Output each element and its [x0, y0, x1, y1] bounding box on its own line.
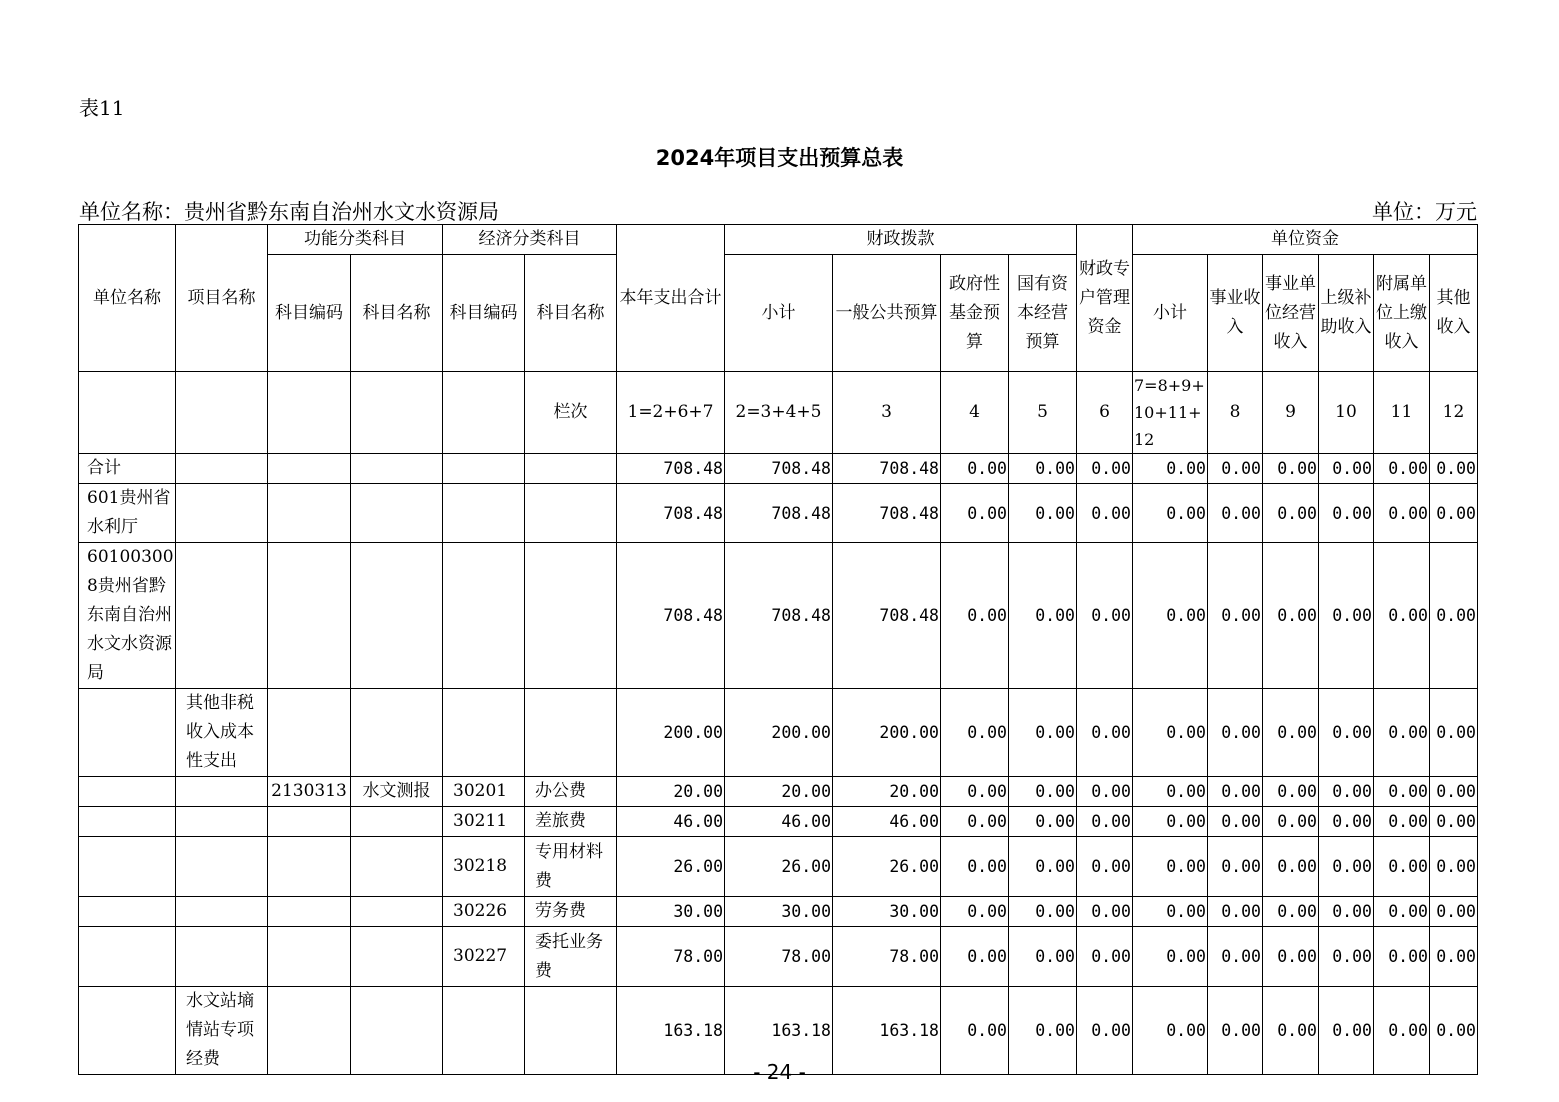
row-amount-cell: 0.00: [1263, 543, 1319, 689]
table-row: [79, 454, 1478, 484]
row-amount-cell: 0.00: [1009, 454, 1077, 484]
header-project-name: 项目名称: [176, 225, 268, 372]
row-unit-name: [79, 927, 176, 987]
row-amount-cell: 0.00: [1374, 987, 1430, 1075]
row-unit-name: 601003008贵州省黔东南自治州水文水资源局: [79, 543, 176, 689]
row-amount-cell: 708.48: [725, 454, 833, 484]
row-func-name: [351, 543, 443, 689]
row-econ-name: [525, 689, 617, 777]
row-amount-cell: 0.00: [1009, 777, 1077, 807]
header-econ-code: 科目编码: [443, 255, 525, 372]
row-amount-cell: 0.00: [1319, 689, 1374, 777]
row-func-code: [268, 484, 351, 543]
row-amount-cell: 46.00: [617, 807, 725, 837]
row-amount-cell: 163.18: [725, 987, 833, 1075]
table-row: [79, 689, 1478, 777]
row-unit-name: [79, 689, 176, 777]
row-amount-cell: 0.00: [1077, 454, 1133, 484]
row-econ-name: [525, 454, 617, 484]
row-amount-cell: 0.00: [1430, 807, 1478, 837]
row-amount-cell: 0.00: [1009, 543, 1077, 689]
row-amount-cell: 78.00: [833, 927, 941, 987]
row-econ-name: 办公费: [525, 777, 617, 807]
row-project-name: [176, 484, 268, 543]
row-econ-name: 委托业务费: [525, 927, 617, 987]
row-amount-cell: 0.00: [1374, 543, 1430, 689]
row-unit-name: 合计: [79, 454, 176, 484]
row-amount-cell: 0.00: [1263, 484, 1319, 543]
row-amount-cell: 0.00: [1263, 987, 1319, 1075]
row-amount-cell: 0.00: [1374, 927, 1430, 987]
row-amount-cell: 0.00: [1374, 484, 1430, 543]
row-amount-cell: 0.00: [1430, 484, 1478, 543]
row-amount-cell: 0.00: [1374, 837, 1430, 897]
row-amount-cell: 0.00: [1208, 927, 1263, 987]
row-amount-cell: 0.00: [1133, 484, 1208, 543]
row-func-code: [268, 454, 351, 484]
row-amount-cell: 20.00: [617, 777, 725, 807]
row-amount-cell: 0.00: [1133, 837, 1208, 897]
row-amount-cell: 0.00: [1430, 897, 1478, 927]
row-amount-cell: 0.00: [1430, 927, 1478, 987]
row-amount-cell: 0.00: [1009, 484, 1077, 543]
row-amount-cell: 0.00: [1319, 897, 1374, 927]
column-index-cell: 6: [1077, 372, 1133, 454]
row-project-name: [176, 927, 268, 987]
row-amount-cell: 708.48: [833, 484, 941, 543]
row-econ-code: 30201: [443, 777, 525, 807]
row-amount-cell: 30.00: [833, 897, 941, 927]
header-general-public: 一般公共预算: [833, 255, 941, 372]
row-amount-cell: 0.00: [1263, 454, 1319, 484]
row-amount-cell: 0.00: [1208, 777, 1263, 807]
header-other-income: 其他收入: [1430, 255, 1478, 372]
header-unit-subtotal: 小计: [1133, 255, 1208, 372]
row-amount-cell: 0.00: [1077, 689, 1133, 777]
table-row: [79, 897, 1478, 927]
header-special-fund: 财政专户管理资金: [1077, 225, 1133, 372]
row-amount-cell: 30.00: [725, 897, 833, 927]
row-amount-cell: 0.00: [1077, 807, 1133, 837]
row-amount-cell: 0.00: [1430, 777, 1478, 807]
row-unit-name: [79, 807, 176, 837]
row-project-name: 水文站墒情站专项经费: [176, 987, 268, 1075]
header-func-name: 科目名称: [351, 255, 443, 372]
row-amount-cell: 163.18: [833, 987, 941, 1075]
row-amount-cell: 0.00: [1430, 837, 1478, 897]
row-econ-code: 30226: [443, 897, 525, 927]
row-amount-cell: 0.00: [1077, 484, 1133, 543]
header-fiscal-subtotal: 小计: [725, 255, 833, 372]
header-econ-name: 科目名称: [525, 255, 617, 372]
row-amount-cell: 708.48: [617, 454, 725, 484]
row-amount-cell: 0.00: [1077, 897, 1133, 927]
row-amount-cell: 0.00: [941, 987, 1009, 1075]
page-number: - 24 -: [753, 1060, 806, 1084]
row-func-code: 2130313: [268, 777, 351, 807]
header-econ-group: 经济分类科目: [443, 225, 617, 255]
row-func-name: [351, 897, 443, 927]
row-project-name: [176, 807, 268, 837]
row-func-name: [351, 837, 443, 897]
row-econ-name: 差旅费: [525, 807, 617, 837]
header-gov-fund: 政府性基金预算: [941, 255, 1009, 372]
row-func-name: [351, 484, 443, 543]
row-amount-cell: 0.00: [1374, 777, 1430, 807]
header-func-group: 功能分类科目: [268, 225, 443, 255]
row-amount-cell: 26.00: [725, 837, 833, 897]
row-amount-cell: 26.00: [617, 837, 725, 897]
row-amount-cell: 0.00: [1133, 897, 1208, 927]
row-amount-cell: 0.00: [1009, 689, 1077, 777]
header-fiscal-group: 财政拨款: [725, 225, 1077, 255]
row-amount-cell: 0.00: [1263, 837, 1319, 897]
row-func-name: [351, 927, 443, 987]
row-econ-code: [443, 484, 525, 543]
row-unit-name: [79, 777, 176, 807]
row-econ-name: 专用材料费: [525, 837, 617, 897]
row-amount-cell: 0.00: [1208, 689, 1263, 777]
table-row: [79, 777, 1478, 807]
row-project-name: 其他非税收入成本性支出: [176, 689, 268, 777]
row-econ-code: 30211: [443, 807, 525, 837]
row-amount-cell: 0.00: [1133, 777, 1208, 807]
header-affiliated-income: 附属单位上缴收入: [1374, 255, 1430, 372]
row-unit-name: [79, 837, 176, 897]
row-amount-cell: 0.00: [1009, 807, 1077, 837]
row-amount-cell: 0.00: [1208, 807, 1263, 837]
row-amount-cell: 0.00: [1009, 897, 1077, 927]
row-econ-name: [525, 543, 617, 689]
row-econ-name: 劳务费: [525, 897, 617, 927]
row-project-name: [176, 777, 268, 807]
row-amount-cell: 26.00: [833, 837, 941, 897]
column-index-cell: 1=2+6+7: [617, 372, 725, 454]
column-index-cell: 4: [941, 372, 1009, 454]
row-econ-code: [443, 454, 525, 484]
row-amount-cell: 78.00: [617, 927, 725, 987]
header-unit-fund-group: 单位资金: [1133, 225, 1478, 255]
table-row: [79, 927, 1478, 987]
row-amount-cell: 708.48: [617, 543, 725, 689]
row-func-code: [268, 927, 351, 987]
row-func-name: [351, 807, 443, 837]
row-amount-cell: 0.00: [941, 807, 1009, 837]
column-index-cell: 8: [1208, 372, 1263, 454]
row-amount-cell: 0.00: [1319, 543, 1374, 689]
row-amount-cell: 708.48: [725, 484, 833, 543]
row-amount-cell: 78.00: [725, 927, 833, 987]
row-amount-cell: 0.00: [941, 689, 1009, 777]
row-amount-cell: 0.00: [1319, 987, 1374, 1075]
row-amount-cell: 20.00: [833, 777, 941, 807]
row-econ-name: [525, 484, 617, 543]
row-project-name: [176, 454, 268, 484]
row-func-name: [351, 689, 443, 777]
row-amount-cell: 0.00: [941, 927, 1009, 987]
column-index-cell: 5: [1009, 372, 1077, 454]
header-biz-unit-income: 事业单位经营收入: [1263, 255, 1319, 372]
row-amount-cell: 0.00: [1374, 807, 1430, 837]
row-amount-cell: 46.00: [725, 807, 833, 837]
row-amount-cell: 708.48: [725, 543, 833, 689]
row-amount-cell: 0.00: [1263, 807, 1319, 837]
row-econ-code: [443, 543, 525, 689]
column-index-label: 栏次: [525, 372, 617, 454]
row-project-name: [176, 543, 268, 689]
row-amount-cell: 0.00: [1374, 897, 1430, 927]
row-amount-cell: 0.00: [1263, 689, 1319, 777]
row-amount-cell: 200.00: [725, 689, 833, 777]
table-row: [79, 807, 1478, 837]
row-func-name: [351, 454, 443, 484]
row-amount-cell: 0.00: [1077, 837, 1133, 897]
row-unit-name: [79, 897, 176, 927]
row-amount-cell: 0.00: [1133, 543, 1208, 689]
row-amount-cell: 0.00: [1319, 484, 1374, 543]
header-func-code: 科目编码: [268, 255, 351, 372]
column-index-cell: 3: [833, 372, 941, 454]
row-amount-cell: 0.00: [941, 543, 1009, 689]
header-unit-name: 单位名称: [79, 225, 176, 372]
row-amount-cell: 0.00: [1133, 927, 1208, 987]
row-amount-cell: 0.00: [941, 837, 1009, 897]
row-amount-cell: 0.00: [1009, 927, 1077, 987]
column-index-cell: 12: [1430, 372, 1478, 454]
row-func-code: [268, 689, 351, 777]
table-row: [79, 484, 1478, 543]
row-amount-cell: 0.00: [1208, 454, 1263, 484]
header-biz-income: 事业收入: [1208, 255, 1263, 372]
row-econ-code: 30227: [443, 927, 525, 987]
budget-table: [78, 224, 1478, 1075]
row-amount-cell: 200.00: [617, 689, 725, 777]
row-amount-cell: 0.00: [1430, 987, 1478, 1075]
row-amount-cell: 0.00: [1077, 543, 1133, 689]
table-number: 表11: [79, 96, 125, 120]
row-amount-cell: 0.00: [1133, 689, 1208, 777]
row-amount-cell: 708.48: [833, 454, 941, 484]
row-econ-code: 30218: [443, 837, 525, 897]
row-func-code: [268, 807, 351, 837]
row-amount-cell: 0.00: [1077, 987, 1133, 1075]
row-project-name: [176, 837, 268, 897]
row-amount-cell: 200.00: [833, 689, 941, 777]
row-amount-cell: 0.00: [1208, 837, 1263, 897]
row-amount-cell: 0.00: [1319, 837, 1374, 897]
row-amount-cell: 0.00: [1133, 987, 1208, 1075]
header-total: 本年支出合计: [617, 225, 725, 372]
currency-unit-label: 单位：万元: [1372, 200, 1477, 224]
row-amount-cell: 0.00: [1077, 777, 1133, 807]
row-amount-cell: 0.00: [941, 454, 1009, 484]
header-state-capital: 国有资本经营预算: [1009, 255, 1077, 372]
row-func-name: 水文测报: [351, 777, 443, 807]
row-amount-cell: 0.00: [1430, 454, 1478, 484]
row-func-code: [268, 543, 351, 689]
row-amount-cell: 0.00: [941, 777, 1009, 807]
column-index-cell: 9: [1263, 372, 1319, 454]
row-amount-cell: 0.00: [1208, 543, 1263, 689]
column-index-cell: 10: [1319, 372, 1374, 454]
row-amount-cell: 0.00: [1208, 897, 1263, 927]
row-amount-cell: 0.00: [1208, 987, 1263, 1075]
row-amount-cell: 0.00: [1319, 807, 1374, 837]
row-amount-cell: 0.00: [1263, 897, 1319, 927]
column-index-row: [79, 372, 1478, 454]
row-amount-cell: 0.00: [1133, 807, 1208, 837]
row-amount-cell: 30.00: [617, 897, 725, 927]
row-func-code: [268, 837, 351, 897]
table-row: [79, 837, 1478, 897]
row-amount-cell: 0.00: [1009, 837, 1077, 897]
column-index-cell: 7=8+9+10+11+12: [1133, 372, 1208, 454]
row-econ-code: [443, 689, 525, 777]
row-amount-cell: 708.48: [833, 543, 941, 689]
row-amount-cell: 0.00: [1263, 777, 1319, 807]
row-amount-cell: 0.00: [1319, 777, 1374, 807]
row-amount-cell: 0.00: [1077, 927, 1133, 987]
row-amount-cell: 46.00: [833, 807, 941, 837]
row-amount-cell: 163.18: [617, 987, 725, 1075]
row-amount-cell: 0.00: [1319, 927, 1374, 987]
row-amount-cell: 0.00: [941, 897, 1009, 927]
table-row: [79, 543, 1478, 689]
row-amount-cell: 0.00: [1430, 543, 1478, 689]
row-amount-cell: 0.00: [1133, 454, 1208, 484]
unit-name-label: 单位名称：贵州省黔东南自治州水文水资源局: [79, 200, 499, 224]
row-amount-cell: 0.00: [1208, 484, 1263, 543]
row-amount-cell: 0.00: [1263, 927, 1319, 987]
row-amount-cell: 0.00: [1319, 454, 1374, 484]
row-amount-cell: 0.00: [1374, 454, 1430, 484]
row-amount-cell: 0.00: [1430, 689, 1478, 777]
row-amount-cell: 20.00: [725, 777, 833, 807]
column-index-cell: 2=3+4+5: [725, 372, 833, 454]
row-func-code: [268, 897, 351, 927]
row-amount-cell: 0.00: [1374, 689, 1430, 777]
row-amount-cell: 0.00: [1009, 987, 1077, 1075]
header-superior-subsidy: 上级补助收入: [1319, 255, 1374, 372]
row-project-name: [176, 897, 268, 927]
column-index-cell: 11: [1374, 372, 1430, 454]
page-title: 2024年项目支出预算总表: [655, 146, 904, 170]
row-amount-cell: 708.48: [617, 484, 725, 543]
row-amount-cell: 0.00: [941, 484, 1009, 543]
row-unit-name: 601贵州省水利厅: [79, 484, 176, 543]
